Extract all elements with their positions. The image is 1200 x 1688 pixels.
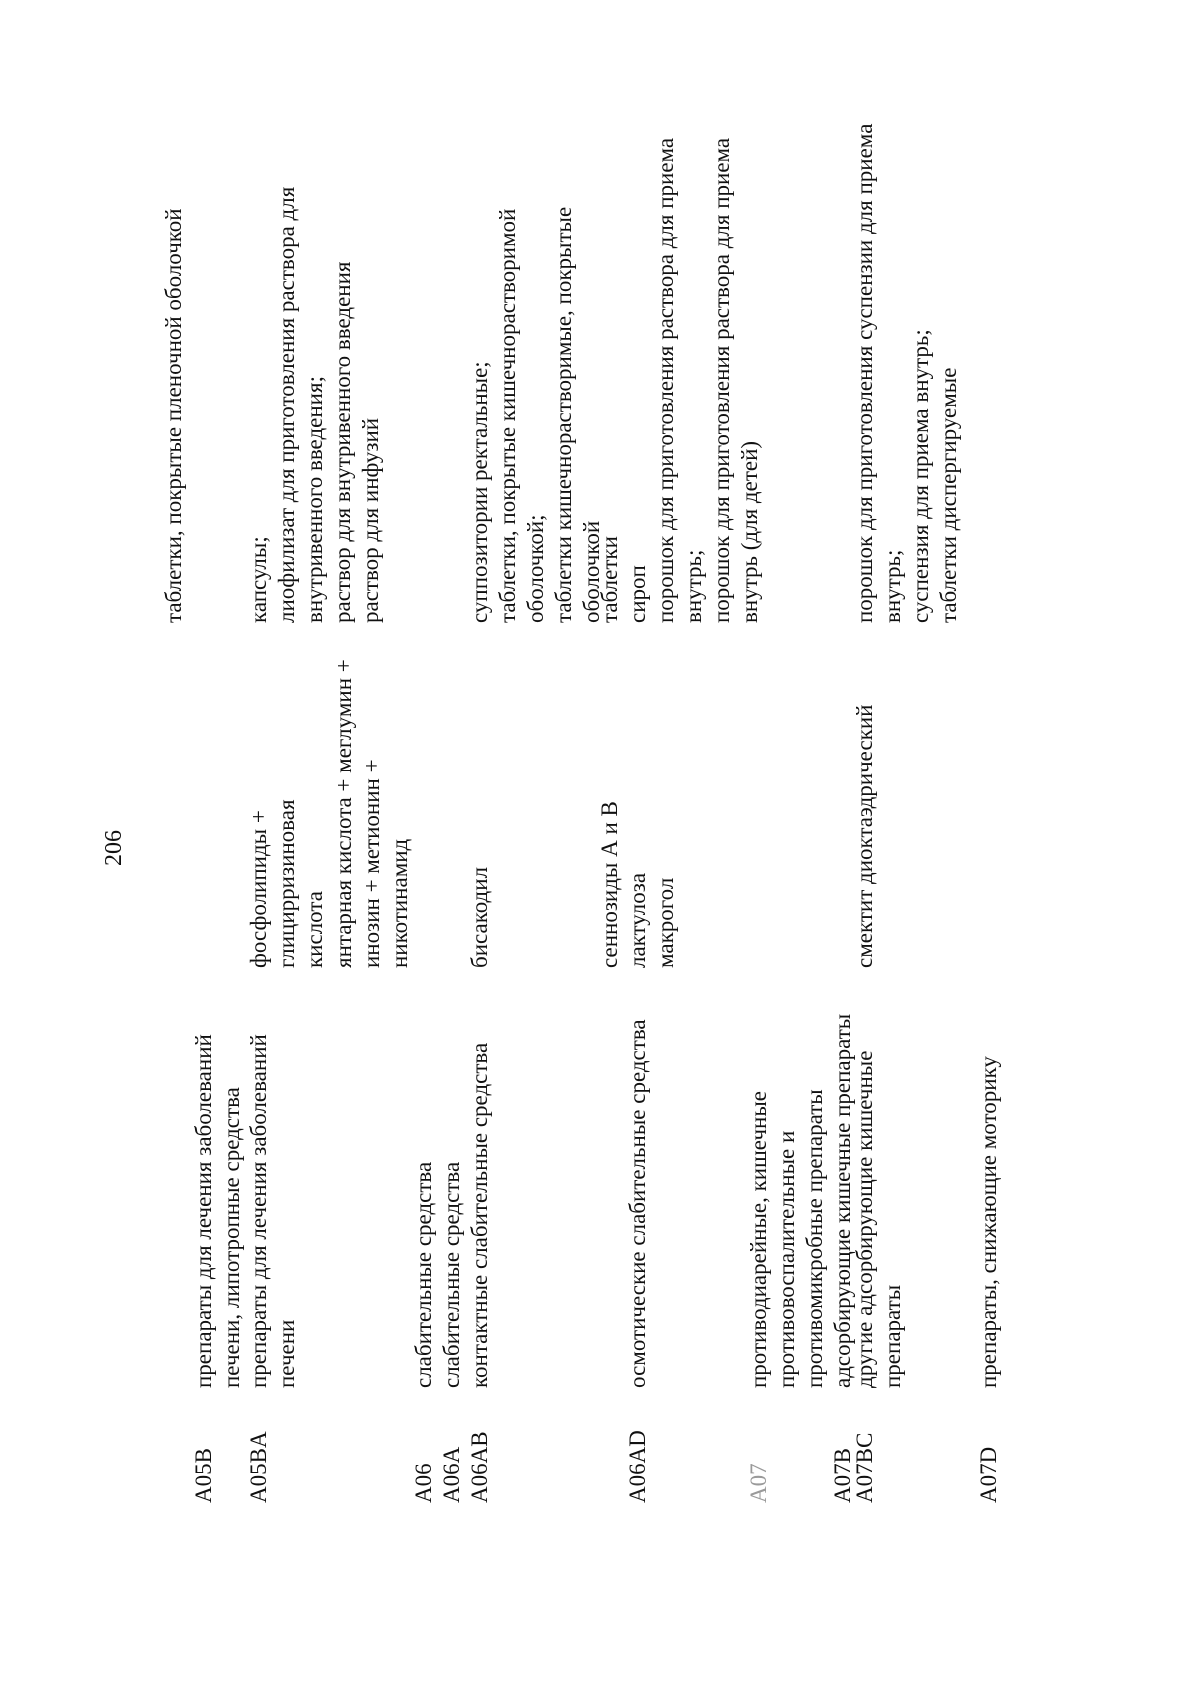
atc-code: A07D xyxy=(976,1446,1001,1503)
drug-name: бисакодил xyxy=(467,866,492,968)
dosage-form: сироп xyxy=(625,565,650,623)
dosage-form: таблетки xyxy=(597,536,622,623)
group-name: слабительные средства xyxy=(411,1161,436,1388)
drug-name: фосфолипиды + глицирризиновая кислота xyxy=(246,799,327,968)
group-name: осмотические слабительные средства xyxy=(625,1019,650,1388)
atc-code: A06 xyxy=(411,1463,436,1503)
page-number: 206 xyxy=(101,830,127,866)
atc-code: A05BA xyxy=(246,1431,271,1503)
dosage-form: таблетки, покрытые пленочной оболочкой xyxy=(161,208,186,623)
atc-code: A06AB xyxy=(467,1431,492,1503)
group-name: адсорбирующие кишечные препараты xyxy=(830,1013,855,1388)
dosage-form: порошок для приготовления суспензии для приема внутрь; суспензия для приема внутрь; таблетки диспергируемые xyxy=(852,123,961,623)
group-name: противодиарейные, кишечные противовоспалительные и противомикробные препараты xyxy=(746,1089,827,1388)
group-name: контактные слабительные средства xyxy=(467,1042,492,1388)
group-name: препараты для лечения заболеваний печени xyxy=(246,1034,299,1388)
drug-name: янтарная кислота + меглумин + инозин + метионин + никотинамид xyxy=(331,659,412,968)
dosage-form: порошок для приготовления раствора для приема внутрь; порошок для приготовления раствора для приема внутрь (для детей) xyxy=(653,137,762,623)
atc-code: A06A xyxy=(439,1446,464,1503)
group-name: препараты для лечения заболеваний печени, липотропные средства xyxy=(191,1034,244,1388)
atc-code: A05B xyxy=(191,1448,216,1503)
atc-code: A07 xyxy=(746,1463,771,1503)
group-name: препараты, снижающие моторику xyxy=(976,1056,1001,1388)
group-name: слабительные средства xyxy=(439,1161,464,1388)
group-name: другие адсорбирующие кишечные препараты xyxy=(852,1050,905,1388)
atc-code: A07BC xyxy=(852,1432,877,1503)
drug-name: смектит диоктаэдрический xyxy=(852,704,877,968)
dosage-form: капсулы; лиофилизат для приготовления раствора для внутривенного введения; раствор для внутривенного введения xyxy=(246,186,355,623)
drug-name: лактулоза xyxy=(625,872,650,968)
atc-code: A07B xyxy=(830,1448,855,1503)
drug-name: макрогол xyxy=(653,877,678,968)
dosage-form: суппозитории ректальные; таблетки, покрытые кишечнорастворимой оболочкой; таблетки кишечнорастворимые, покрытые оболочкой xyxy=(467,206,604,623)
atc-code: A06AD xyxy=(625,1430,650,1503)
dosage-form: раствор для инфузий xyxy=(358,417,383,623)
drug-name: сеннозиды А и В xyxy=(597,801,622,968)
